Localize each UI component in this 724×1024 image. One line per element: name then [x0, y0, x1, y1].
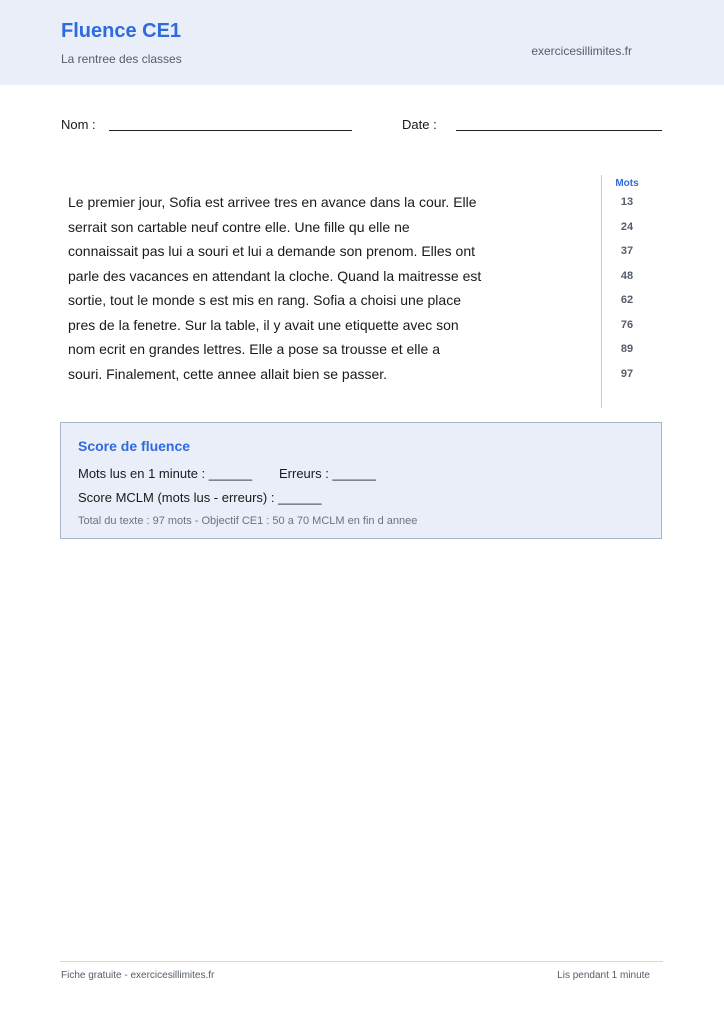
footer-instruction: Lis pendant 1 minute [557, 970, 650, 981]
nom-label: Nom : [61, 117, 96, 132]
text-line: serrait son cartable neuf contre elle. Une fille qu elle ne [68, 218, 410, 235]
text-line: sortie, tout le monde s est mis en rang. Sofia a choisi une place [68, 292, 461, 308]
site-name: exercicesillimites.fr [531, 44, 632, 58]
text-line: nom ecrit en grandes lettres. Elle a pose sa trousse et elle a [68, 341, 440, 357]
page-header [0, 0, 724, 85]
word-count: 62 [620, 294, 634, 306]
footer-credit: Fiche gratuite - exercicesillimites.fr [61, 970, 215, 981]
nom-blank-line[interactable] [109, 130, 352, 131]
word-count-divider [601, 175, 602, 408]
text-line: parle des vacances en attendant la cloche. Quand la maitresse est [68, 267, 482, 284]
score-note: Total du texte : 97 mots - Objectif CE1 : 50 a 70 MCLM en fin d annee [78, 515, 418, 527]
word-count-header: Mots [615, 178, 639, 189]
score-title: Score de fluence [78, 438, 191, 454]
word-count: 24 [620, 220, 634, 233]
text-line: Le premier jour, Sofia est arrivee tres en avance dans la cour. Elle [68, 194, 477, 210]
word-count: 13 [620, 196, 634, 208]
reading-text [68, 190, 588, 386]
word-count-column [609, 190, 645, 386]
word-count: 76 [620, 318, 634, 331]
word-count: 97 [620, 367, 634, 380]
word-count: 37 [620, 245, 634, 257]
worksheet-title: Fluence CE1 [61, 20, 182, 42]
mclm-score-field[interactable]: Score MCLM (mots lus - erreurs) : ______ [78, 490, 322, 505]
text-line: pres de la fenetre. Sur la table, il y avait une etiquette avec son [68, 316, 459, 333]
worksheet-subtitle: La rentree des classes [61, 52, 182, 66]
footer-divider [60, 961, 663, 962]
words-read-field[interactable]: Mots lus en 1 minute : ______ [78, 466, 253, 481]
text-line: souri. Finalement, cette annee allait bien se passer. [68, 365, 388, 382]
word-count: 89 [620, 343, 634, 355]
date-label: Date : [402, 117, 437, 132]
date-blank-line[interactable] [456, 130, 662, 131]
score-box [60, 422, 662, 539]
word-count: 48 [620, 269, 634, 282]
errors-field[interactable]: Erreurs : ______ [279, 466, 376, 481]
text-line: connaissait pas lui a souri et lui a demande son prenom. Elles ont [68, 243, 476, 259]
